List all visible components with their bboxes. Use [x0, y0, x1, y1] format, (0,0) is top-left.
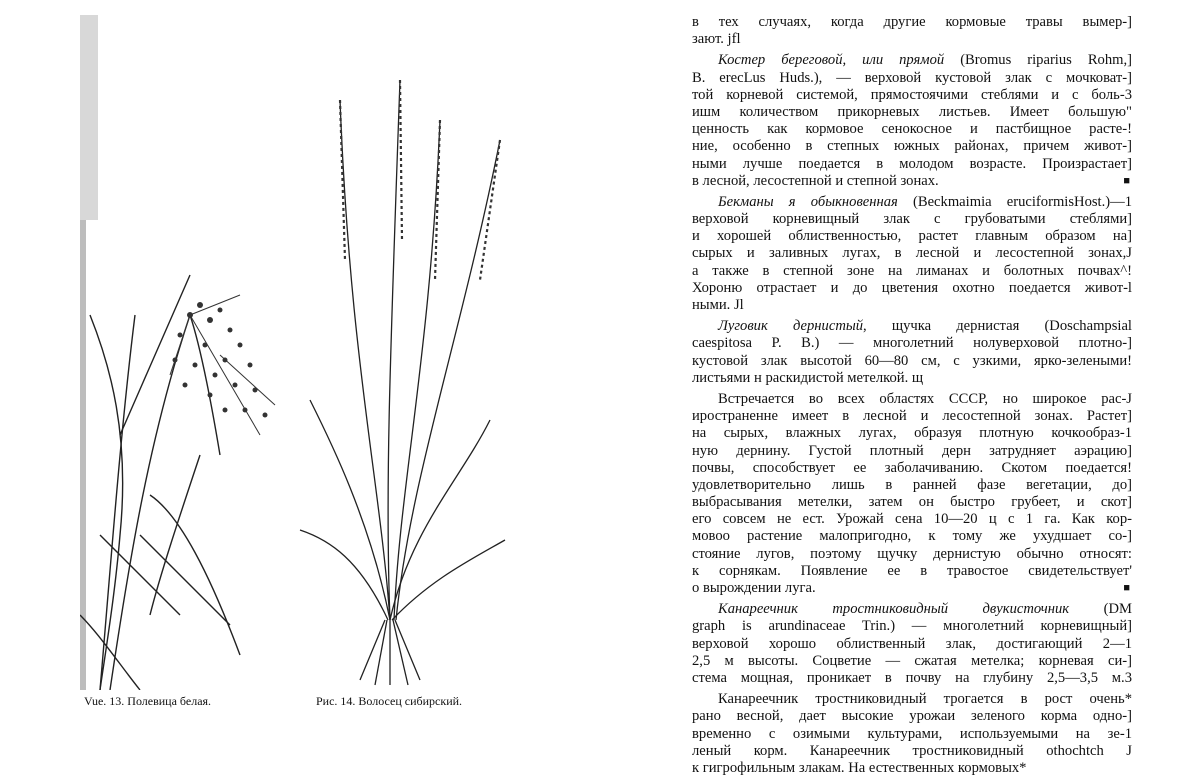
text-line: леный корм. Канареечник тростниковидный othochtch J — [692, 742, 1132, 759]
text-line: Канареечник тростниковидный трогается в рост очень* — [718, 691, 1132, 708]
text-line: и хорошей облиственностью, растет главным образом на] — [692, 228, 1132, 245]
text-line: Луговик дернистый, щучка дернистая (Doschampsial — [718, 318, 1132, 335]
text-line: той корневой системой, прямостоячими стеблями и с боль-3 — [692, 86, 1132, 103]
text-column — [692, 14, 1132, 777]
text-line: к сорнякам. Появление ее в травостое свидетельствует' — [692, 562, 1132, 579]
text-line: ными лучше поедается в молодом возрасте. Произрастает] — [692, 155, 1132, 172]
figure-14-wildrye-illustration — [290, 60, 510, 690]
figure-13-bentgrass-illustration — [80, 15, 280, 690]
text-line: на сырых, влажных лугах, образуя плотную кочкообраз-1 — [692, 425, 1132, 442]
text-line: зают. jfl — [692, 31, 741, 48]
text-line: стояние лугов, поэтому щучку дернистую обычно относят: — [692, 545, 1132, 562]
figure-13-caption: Vue. 13. Полевица белая. — [84, 694, 212, 708]
text-line: листьями н раскидистой метелкой. щ — [692, 369, 924, 386]
species-name: Канареечник тростниковидный двукисточник — [718, 601, 1070, 618]
section-end-mark: ■ — [1123, 174, 1130, 187]
figure-14-caption: Рис. 14. Волосец сибирский. — [316, 694, 463, 708]
text-line: временно с озимыми культурами, используемыми на зе-1 — [692, 725, 1132, 742]
text-line: верховой корневищный злак с грубоватыми стеблями] — [692, 211, 1132, 228]
text-line: Канареечник тростниковидный двукисточник (DM — [718, 601, 1132, 618]
species-name: Костер береговой, или прямой — [718, 52, 945, 69]
text-line: а также в степной зоне на лиманах и болотных почвах^! — [692, 262, 1132, 279]
text-line: 2,5 м высоты. Соцветие — сжатая метелка; корневая си-] — [692, 652, 1132, 669]
text-line: почвы, способствует ее заболачиванию. Скотом поедается! — [692, 459, 1132, 476]
text-line: верховой хорошо облиственный злак, достигающий 2—1 — [692, 635, 1132, 652]
text-line: Встречается во всех областях СССР, но широкое рас-J — [718, 390, 1132, 407]
text-line: о вырождении луга. ■ — [692, 580, 1130, 596]
text-line: B. erecLus Huds.), — верховой кустовой злак с мочковат-] — [692, 69, 1132, 86]
text-line: graph is arundinaceae Trin.) — многолетний корневищный] — [692, 618, 1132, 635]
text-line: его совсем не ест. Урожай сена 10—20 ц с 1 га. Как кор- — [692, 511, 1132, 528]
text-line: к гигрофильным злакам. На естественных кормовых* — [692, 759, 1027, 776]
text-line: ишм количеством прикорневых листьев. Имеет большую" — [692, 103, 1132, 120]
species-name: Бекманы я обыкновенная — [718, 193, 898, 210]
text-line: выбрасывания метелки, затем он быстро грубеет, и скот] — [692, 494, 1132, 511]
text-line: стема мощная, проникает в почву на глубину 2,5—3,5 м.3 — [692, 669, 1132, 686]
text-line: мовоо растение малопригодно, к тому же ухудшает со-] — [692, 528, 1132, 545]
text-line: Хороню отрастает и до цветения охотно поедается живот-l — [692, 279, 1132, 296]
text-line: рано весной, дает высокие урожаи зеленого корма одно-] — [692, 708, 1132, 725]
text-line: ными. Jl — [692, 297, 744, 313]
text-line: сырых и заливных лугах, в лесной и лесостепной зонах,J — [692, 245, 1132, 262]
text-line: ние, особенно в степных южных районах, причем живот-] — [692, 138, 1132, 155]
text-line: удовлетворительно лишь в ранней фазе вегетации, до] — [692, 476, 1132, 493]
text-line: иространенне имеет в лесной и лесостепной зонах. Растет] — [692, 408, 1132, 425]
text-line: Бекманы я обыкновенная (Beckmaimia eruciformisHost.)—1 — [718, 193, 1132, 210]
text-line: ную дернину. Густой плотный дерн затрудняет аэрацию] — [692, 442, 1132, 459]
species-name: Луговик дернистый — [718, 318, 864, 335]
text-line: в лесной, лесостепной и степной зонах. ■ — [692, 172, 1130, 189]
section-end-mark: ■ — [1123, 582, 1130, 594]
text-line: в тех случаях, когда другие кормовые травы вымер-] — [692, 14, 1132, 30]
text-line: Костер береговой, или прямой (Bromus riparius Rohm,] — [718, 52, 1132, 69]
text-line: caespitosa P. B.) — многолетний нолуверховой плотно-] — [692, 335, 1132, 352]
text-line: ценность как кормовое сенокосное и пастбищное расте-! — [692, 121, 1132, 138]
text-line: кустовой злак высотой 60—80 см, с узкими, ярко-зелеными! — [692, 352, 1132, 369]
